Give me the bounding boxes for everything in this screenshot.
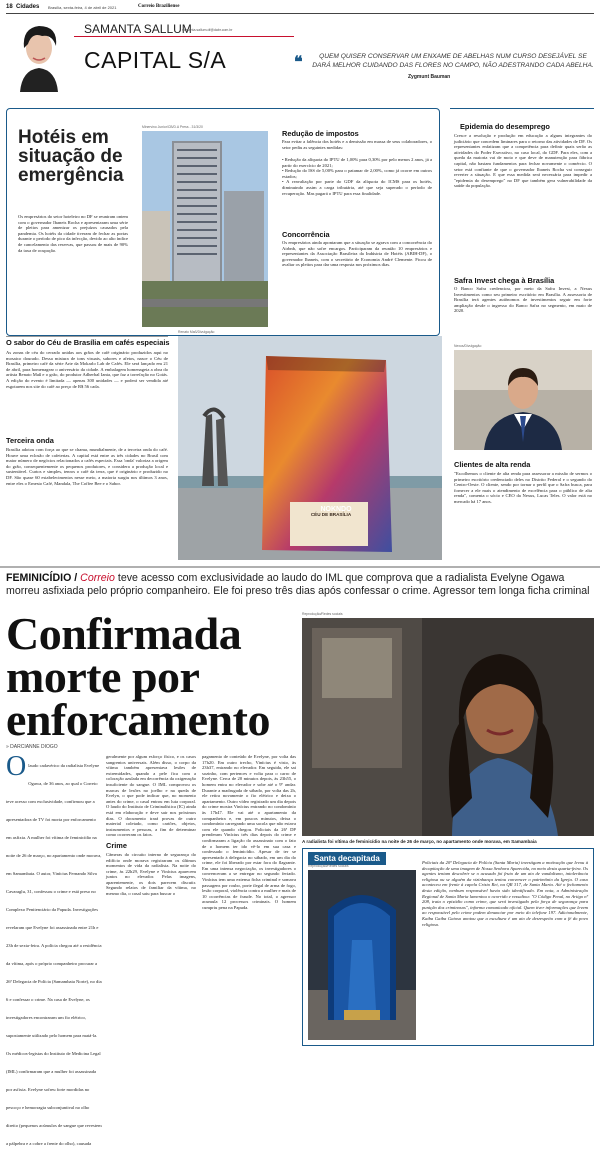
feminicide-headline: Confirmada morte por enforcamento [6,608,270,745]
deck-paper: Correio [80,572,115,584]
author-photo [6,18,72,92]
ceu-photo-credit: Renato Maß/Divulgação [178,330,215,334]
feminicide-deck: teve acesso com exclusividade ao laudo do IML que comprova que a radialista Evelyne Ogawa morreu asfixiada pelo próprio companheiro. Ele foi preso três dias após confessar o crime. Agressor tem longa ficha criminal [6,572,590,597]
article-col-2-text: geralmente por algum esforço físico, e os casos sangrentos universais. Além disso, o corpo da vítima também apresentava lesões de extremidades, quando a pele fica com a coloração azulada em decorrência da oxigenação insuficiente do sangue. O IML comprovou os marcas de lesões no joelho e na queda de Evelyn, o que pode indicar que, no momento antes do crime, o casal entrou em luta corporal. O laudo do Instituto de Criminalística (IC) ainda está em elaboração e deve sair nos próximos dias. O documento trará provas de outro material coletado, como cartões, objetos, instrumentos e pessoas, a fim de determinar como ocorreram os fatos. [106,754,196,838]
ceo-photo [454,350,592,450]
article-col-1 [6,751,102,1146]
victim-photo-credit: Reprodução/Redes sociais [302,612,343,616]
page-number: 18 [6,4,13,10]
statue-photo [308,870,416,1040]
feminicide-deck-block [6,572,594,598]
taxes-item: • Redução da alíquota do IPTU de 1,00% para 0,30% por pelo menos 2 anos, já a partir do exercício de 2021; [282,157,432,168]
third-wave-text: Brasília adotou com força ao que se chama, mundialmente, de a terceira onda do café. Houve uma eclosão de cafeterias. A capital está entre as três cidades no Brasil com maior número de negócios relacionados a cafés especiais. Essa 'onda' valoriza a origem do grão, consequentemente os pequenos produtores, e considera a produção local e sustentável. Curtos e simples, tenros o café da terra, que é originário e produzido no DF. São quase 60 estabelecimentos nesse meio, a maioria surgiu nos últimos 3 anos, entre eles o Ernesto Café, Mandala, The Coffee Bee e o Sabor. [6,447,168,486]
feminicide-kicker: FEMINICÍDIO / [6,572,78,584]
competition-text: Os empresários ainda apontaram que a situação se agrava com a concorrência do Airbnb, que não sofre encargos. Participaram da reunião 10 empresários e representantes da Associação Brasileira da Indústria de Hotéis (ABIH-DF), o governador Ibaneis, com o secretário de Economia André Clemente. Ficou de avaliar os pleitos para dar uma resposta nos próximos dias. [282,240,432,268]
ceu-head: O sabor do Céu de Brasília em cafés especiais [6,338,170,347]
column-quote: QUEM QUISER CONSERVAR UM ENXAME DE ABELHAS NUM CURSO DESEJÁVEL SE DARÁ MELHOR CUIDANDO DAS FLORES NO CAMPO, NÃO ADESTRANDO CADA ABELHA. [312,53,594,69]
competition-head: Concorrência [282,230,330,239]
unemployment-text: Cresce a resolução e produção em educação a alguns integrantes do judiciário que concedem liminares para o retorno das atividades de DF. Os representantes enfatizam que a competência para definir quais serão as atividades do Poder Executivo, no caso local, do GDF. Para eles, com a queda da maioria vai de moto e que deve de manutenção para fábrica capital, não bastam fundamentos para fechar novamente o comércio. O setor está confiante de que o governador Ibaneis Rocha vai conseguir reverter a situação. E que essa medida será necessária para impedir a "epidemia do desemprego" no DF que também gera vulnerabilidade da saúde da população. [454,133,592,189]
column-title: CAPITAL S/A [84,47,227,73]
article-col-3 [202,754,296,1046]
victim-photo [302,618,594,836]
victim-caption: A radialista foi vítima de feminicídio na noite de 26 de março, no apartamento onde morava, em Samambaia [302,839,537,844]
paper-name: Correio Braziliense [138,4,180,9]
hotels-photo-credit: Minervino Junior/CB/D.A Press - 31/3/20 [142,125,203,129]
article-col-1-text: laudo cadavérico da radialista Evelyne Ogawa, de 36 anos, ao qual o Correio teve acesso com exclusividade, confirmou que a apresentadora de TV foi morta por enforcamento em asfixia. A mulher foi vítima de feminicídio na noite de 26 de março, no apartamento onde morava, em Samambaia. O autor, Vinícius Fernando Silva Cavaraglu, 31, confessou o crime e está preso no Complexo Penitenciário da Papuda. Investigações revelaram que Evelyne foi assassinada entre 21h e 23h de sexta-feira. A polícia chegou até a residência da vítima, após o próprio companheiro procurar a 26ª Delegacia de Polícia (Samambaia Norte), no dia 6 e confessar o crime. Na casa de Evelyne, os investigadores encontraram um fio elétrico, supostamente utilizado pelo homem para matá-la. Os médicos-legistas do Instituto de Medicina Legal (IML) confirmaram que a mulher foi assassinada por asfixia. Evelyne sofreu forte mordidas no pescoço e hemorragia subconjuntival no olho direito (pequenos acúmulos de sangue que revestem a pálpebra e a cobre a frente do olho), causada [6,763,102,1146]
right-rule [450,108,594,109]
divider [6,336,168,337]
third-wave-head: Terceira onda [6,436,54,445]
safra-text: O Banco Safra credenciou, por meio da Safra Invest, a Nexus Investimentos como seu primeiro escritório em Brasília. A assessoria de Brasília terá agentes autônomos de investimentos seguir em forte ampliação desde o ingresso do Banco Safra no segmento, em maio de 2020. [454,286,592,314]
coffee-bag-brand: NOKNDO [320,506,352,513]
page-meta: Brasília, sexta-feira, 4 de abril de 2021 [48,5,117,10]
statue-photo-credit: Reprodução/Redes sociais [308,864,349,868]
hotels-photo [142,131,268,327]
ceu-text: As zonas de céu do cerrado unidas aos grãos de café originário produzidos aqui no mosaico dourado. Dessa mistura de tons visuais, sabores e afetos, nasce o Céu de Brasília, primeiro café da série Arte da Mokarlo Lab de Cafés. Ele será lançado em 21 de abril, para homenagear o aniversário da cidade. A embalagem homenageia a obra do artista Renato Maß e o grão, do produtor Adherbal Ianta, que faz a torrefação no Goiás. A edição do evento é limitada — apenas 300 unidades — e poderá ser vendida até esgotarem nos site do café ao preço de R$ 56 cada. [6,350,168,389]
title-rule [74,36,294,37]
taxes-head: Redução de impostos [282,129,359,138]
hotels-title: Hotéis em situação de emergência [18,127,124,186]
safra-photo-credit: Nexus/Divulgação [454,344,482,348]
article-col-2 [106,754,196,1046]
drop-cap: O [6,751,27,782]
statue-head: Santa decapitada [308,852,386,865]
taxes-item: • A reavaliação por parte do GDF da alíquota do ICMS para os hotéis, diminuindo assim a carga tributária, até que seja superado o período de recuperação. Mas pagará o IPTU para essa finalidade. [282,179,432,196]
section-divider [0,566,600,568]
crime-head: Crime [106,840,127,850]
coffee-photo [178,336,442,560]
byline: » DARCIANNE DIOGO [6,744,58,750]
taxes-text: Para evitar a falência dos hotéis e a demissão em massa de seus colaboradores, o setor pediu as seguintes medidas: [282,139,432,150]
hotels-text: Os empresários do setor hoteleiro no DF se reuniram ontem com o governador Ibaneis Rocha e apresentaram uma série de pleitos para amenizar os prejuízos causados pela pandemia. Os hotéis da cidade tiveram de fechar as portas durante o período de pico da infecção, devido ao alto índice de cancelamento das reservas, que passou de mais de 90% da taxa de ocupação. [18,214,128,253]
coffee-bag-label: CÉU DE BRASÍLIA [310,512,352,517]
top-bar [6,4,594,14]
statue-text: Policiais da 20ª Delegacia de Polícia (Santa Maria) investigam a motivação que levou à decapitação de uma imagem de Nossa Senhora Aparecida, no meio desta quarta-feira. Os agentes tentam descobrir se o acusado foi fruto de um ato de vandalismo, intolerância religiosa ou se alguém da vizinhança tentou convencer o patrimônio da Igreja. O caso aconteceu em frente à capela Cristo Rei, na QR 317, de Santa Maria. Até o fechamento desta edição, nenhum responsável havia sido identificado. Em nota, a Administração Regional de Santa Maria lamentou o ocorrido e ressaltou: "O Código Penal, no Artigo nº 208, trata o episódio como crime, que será investigado pela força de segurança para punição dos criminosos", informa comunicado oficial. Quem tiver informações que levem ao responsável pelo crime podem denunciar por meio do telefone 197. Adicionalmente, Kaiba Gaiba Gaioso anotou que a escultura é um ato de desrespeito com a fé do povo religioso. [422,860,588,927]
quote-mark-icon: ❝ [294,54,303,71]
column-author: SAMANTA SALLUM [84,22,192,36]
taxes-item: • Redução do ISS de 5,00% para o patamar de 2,00%, como já ocorre em outros estados; [282,168,432,179]
clients-head: Clientes de alta renda [454,460,531,469]
article-col-3-text: pagamento de conteúdo de Evelyne, por volta das 17h20. Em outro trecho, Vinícius é visto, às 23h37, entrando no elevador. Em seguida, ele sai sozinho, com pertences e volta para o carro de Evelyne. Cerca de 20 minutos depois, às 23h55, o homem entra no elevador e sobe até o 9º andar. Durante a madrugada de sábado, por volta das 2h, ele retira novamente o fio elétrico e deixa o apartamento. Outro vídeo registrado um dia depois do crime mostra Vinícius entrando no condomínio às 17h47. Ele vai até o apartamento da companheira e, em poucos minutos, deixa o condomínio carregando uma sacola que não estava com ele quando chegou. Policiais da 26ª DP prenderam Vinícius três dias depois do crime e confirmaram a ligação do assassinato com o fato de o homem ter ido vê-lo em sua casa e confessado o feminicídio. Apesar de ter se apresentado à delegacia no sábado, em um dia do crime, ele foi liberado por estar fora do flagrante. Em uma intensa negociação, os investigadores o convenceram a se entregar no segundo feriado. Vinícius tem uma extensa ficha criminal e somava passagens por roubo, porte ilegal de arma de fogo, lesão corporal, violência contra a mulher e mais de 10 ocorrências de fraude. No total, o agressor acumula 12 processos criminais. O homem cumpriu pena na Papuda. [202,754,296,911]
clients-text: "Escolhemos o cliente de alta renda para assessorar a missão de sermos o primeiro escritório credenciado deles no Distrito Federal e o segundo do Centro-Oeste. O cliente, sendo por tornar o perfil que o Safra busca, para fornecer a ele mais o atendimento de excelência para o público de alta renda", comenta o sócio e CEO da Nexus, Lucas Teles. O valor está no mercado há 17 anos. [454,471,592,504]
safra-head: Safra Invest chega à Brasília [454,276,555,285]
column-email: samanta.sallum.df@dabr.com.br [182,28,233,32]
taxes-list [282,157,432,196]
quote-author: Zygmunt Bauman [408,74,451,80]
unemployment-head: Epidemia do desemprego [460,122,550,131]
article-col-2b-text: Câmeras do circuito interno de segurança do edifício onde morava registraram os últimos momentos de vida da radialista. Na noite do crime, às 22h29, Evelyne e Vinícius aparecem juntos no elevador. Pelas imagens, aparentemente, os dois parecem discutir. Segundo relatos de familiar da vítima, no mesmo dia, o casal saiu para buscar o [106,851,196,897]
section-name: Cidades [16,4,40,10]
